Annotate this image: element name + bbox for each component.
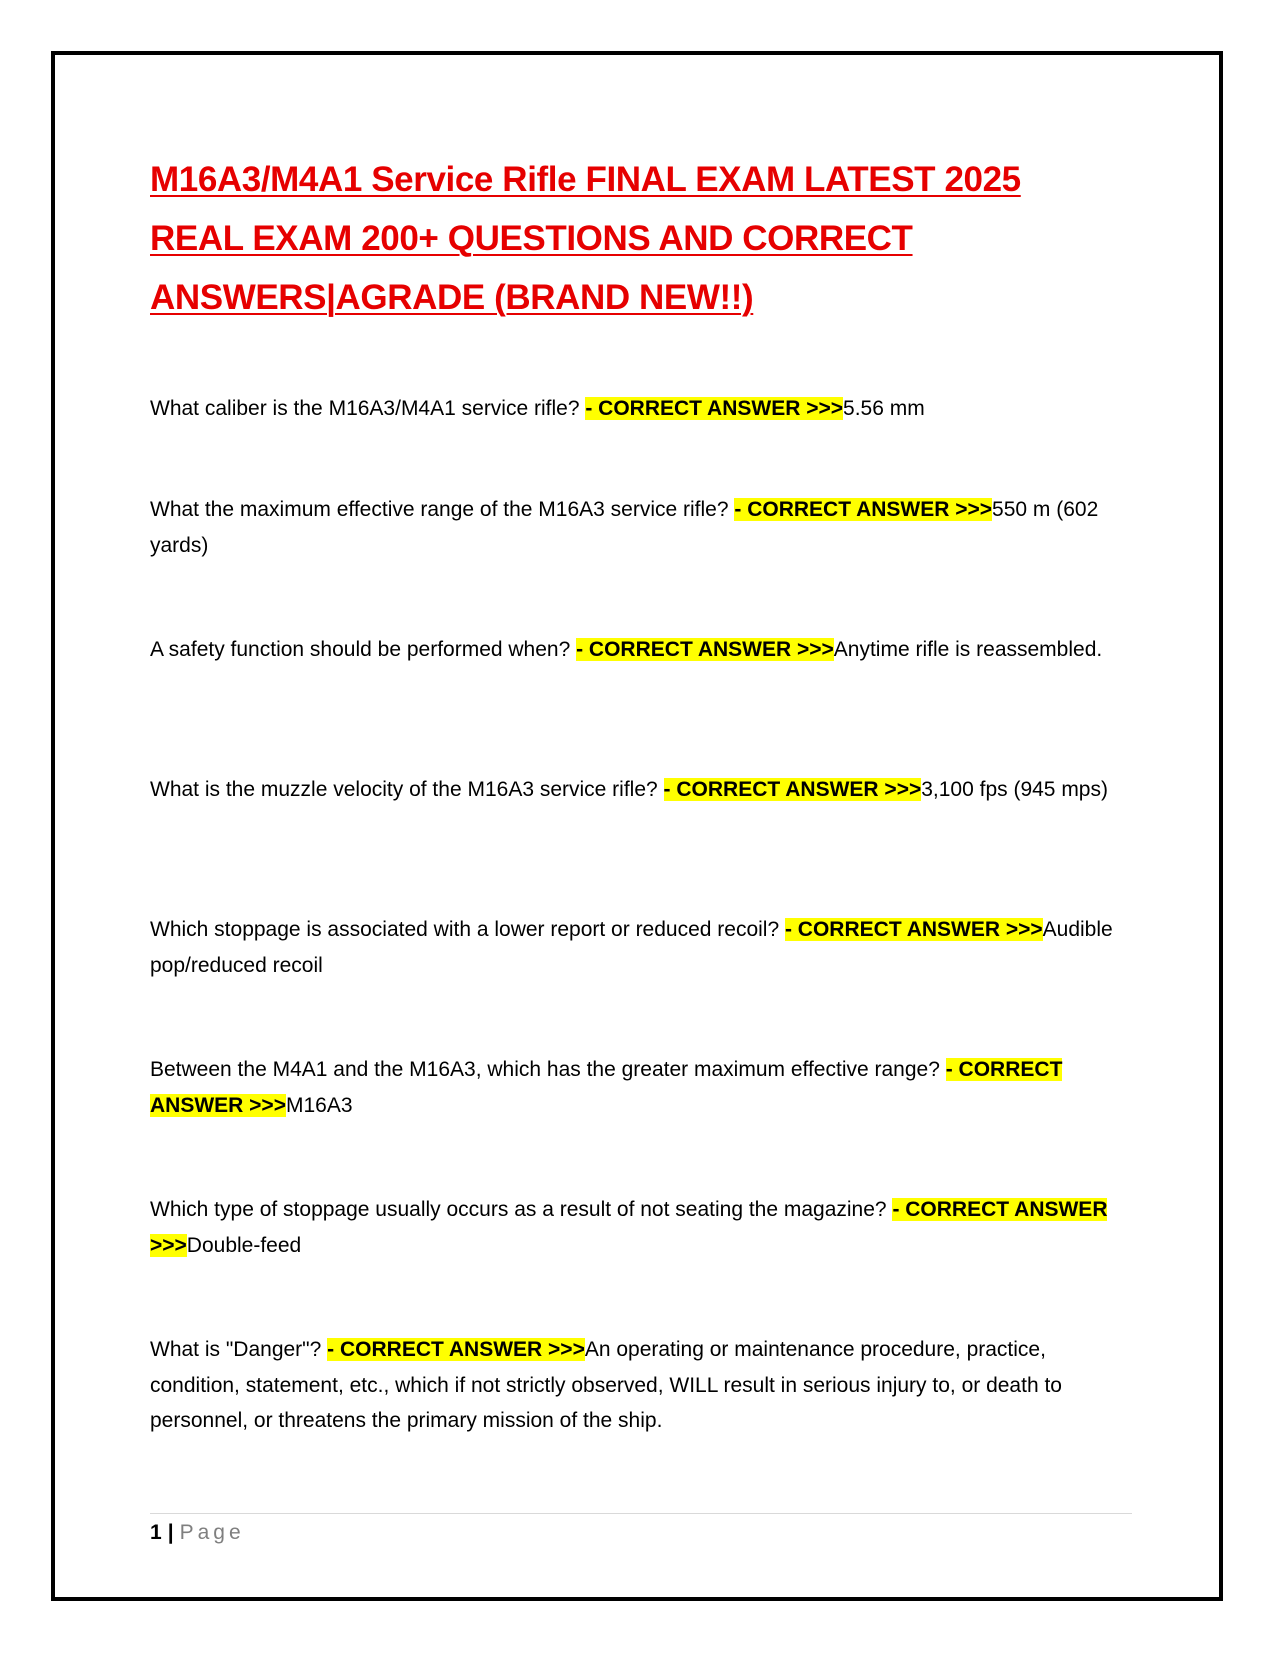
page-label: Page (179, 1521, 245, 1544)
document-title: M16A3/M4A1 Service Rifle FINAL EXAM LATEST 2025 REAL EXAM 200+ QUESTIONS AND CORRECT ANSWERS|AGRADE (BRAND NEW!!) (150, 160, 1021, 317)
qa-item (150, 391, 1130, 427)
qa-item (150, 632, 1130, 668)
answer-text: Double-feed (186, 1233, 302, 1257)
qa-item (150, 1052, 1130, 1123)
correct-answer-marker: - CORRECT ANSWER >>> (327, 1338, 585, 1361)
answer-text: An operating or maintenance procedure, practice, condition, statement, etc., which if not strictly observed, WILL result in serious injury to, or death to personnel, or threatens the primary mission of the ship. (150, 1338, 1062, 1432)
footer-separator: | (167, 1521, 174, 1544)
qa-item (150, 772, 1130, 808)
qa-item (150, 912, 1130, 983)
qa-item (150, 1332, 1130, 1439)
correct-answer-marker: - CORRECT ANSWER >>> (784, 918, 1043, 941)
question-text: Which type of stoppage usually occurs as a result of not seating the magazine? (150, 1198, 893, 1221)
question-text: A safety function should be performed when? (150, 638, 577, 661)
correct-answer-marker: - CORRECT ANSWER >>> (734, 498, 993, 521)
question-text: What is the muzzle velocity of the M16A3 service rifle? (150, 778, 664, 801)
correct-answer-marker: - CORRECT ANSWER >>> (585, 397, 844, 420)
qa-item (150, 1192, 1130, 1263)
question-text: Which stoppage is associated with a lower report or reduced recoil? (150, 918, 785, 941)
answer-text: M16A3 (285, 1093, 353, 1117)
correct-answer-marker: - CORRECT ANSWER >>> (663, 778, 922, 801)
question-text: What the maximum effective range of the M16A3 service rifle? (150, 498, 735, 521)
qa-item (150, 492, 1130, 563)
question-text: What caliber is the M16A3/M4A1 service rifle? (150, 397, 586, 420)
answer-text: 550 m (602 yards) (150, 498, 1099, 557)
page-footer (150, 1518, 245, 1548)
page-number: 1 (150, 1521, 162, 1544)
footer-divider (150, 1513, 1132, 1514)
answer-text: Anytime rifle is reassembled. (833, 638, 1103, 661)
answer-text: 3,100 fps (945 mps) (921, 778, 1108, 801)
question-text: What is "Danger"? (150, 1338, 328, 1361)
answer-text: 5.56 mm (843, 397, 925, 420)
correct-answer-marker: - CORRECT ANSWER >>> (576, 638, 834, 661)
correct-answer-marker: - CORRECT ANSWER >>> (150, 1058, 1063, 1117)
correct-answer-marker: - CORRECT ANSWER >>> (150, 1198, 1108, 1257)
answer-text: Audible pop/reduced recoil (150, 918, 1113, 977)
question-text: Between the M4A1 and the M16A3, which has the greater maximum effective range? (150, 1058, 946, 1081)
